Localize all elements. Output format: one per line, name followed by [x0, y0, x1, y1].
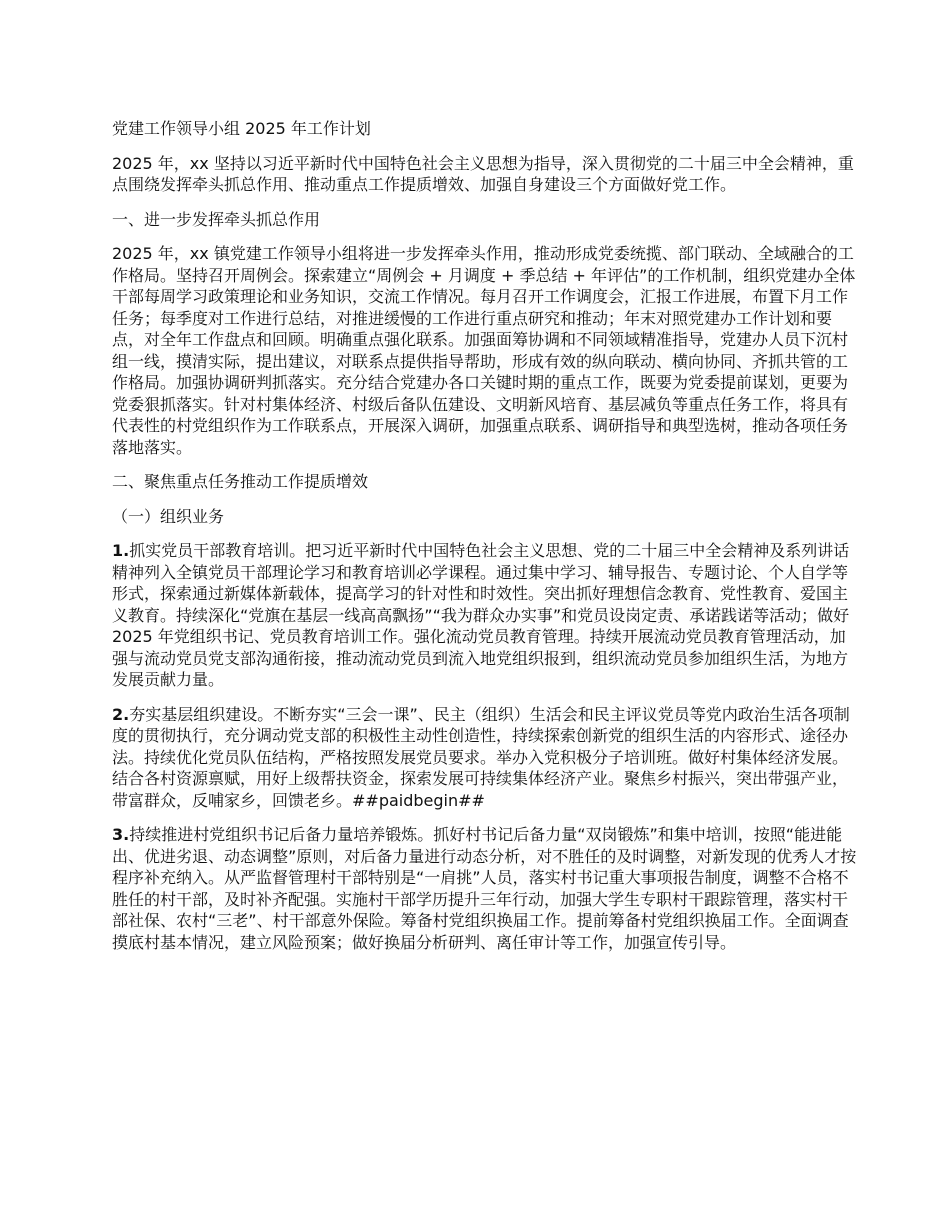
document-page: [112, 118, 857, 966]
item3-number: 3.: [112, 825, 130, 844]
item1-number: 1.: [112, 541, 130, 560]
item3-text: 持续推进村党组织书记后备力量培养锻炼。抓好村书记后备力量“双岗锻炼”和集中培训，按照“能进能出、优进劣退、动态调整”原则，对后备力量进行动态分析，对不胜任的及时调整，对新发现的优秀人才按程序补充纳入。从严监督管理村干部特别是“一肩挑”人员，落实村书记重大事项报告制度，调整不合格不胜任的村干部，及时补齐配强。实施村干部学历提升三年行动，加强大学生专职村干跟踪管理，落实村干部社保、农村“三老”、村干部意外保险。筹备村党组织换届工作。提前筹备村党组织换届工作。全面调查摸底村基本情况，建立风险预案；做好换届分析研判、离任审计等工作，加强宣传引导。: [112, 825, 857, 952]
subsection1-heading: （一）组织业务: [112, 506, 225, 526]
section1-heading: 一、进一步发挥牵头抓总作用: [112, 209, 321, 229]
intro-paragraph: 2025 年，xx 坚持以习近平新时代中国特色社会主义思想为指导，深入贯彻党的二十届三中全会精神，重点围绕发挥牵头抓总作用、推动重点工作提质增效、加强自身建设三个方面做好党工作。: [112, 153, 854, 194]
item3-paragraph: [112, 824, 857, 953]
item2-text: 夯实基层组织建设。不断夯实“三会一课”、民主（组织）生活会和民主评议党员等党内政治生活各项制度的贯彻执行，充分调动党支部的积极性主动性创造性，持续探索创新党的组织生活的内容形式、途径办法。持续优化党员队伍结构，严格按照发展党员要求。举办入党积极分子培训班。做好村集体经济发展。结合各村资源禀赋，用好上级帮扶资金，探索发展可持续集体经济产业。聚焦乡村振兴，突出带强产业，带富群众，反哺家乡，回馈老乡。##paidbegin##: [112, 704, 850, 810]
section1-paragraph: 2025 年，xx 镇党建工作领导小组将进一步发挥牵头作用，推动形成党委统揽、部门联动、全域融合的工作格局。坚持召开周例会。探索建立“周例会 + 月调度 + 季总结 + 年评估”的工作机制，组织党建办全体干部每周学习政策理论和业务知识，交流工作情况。每月召开工作调度会，汇报工作进展，布置下月工作任务；每季度对工作进行总结，对推进缓慢的工作进行重点研究和推动；年末对照党建办工作计划和要点，对全年工作盘点和回顾。明确重点强化联系。加强面筹协调和不同领域精准指导，党建办人员下沉村组一线，摸清实际，提出建议，对联系点提供指导帮助，形成有效的纵向联动、横向协同、齐抓共管的工作格局。加强协调研判抓落实。充分结合党建办各口关键时期的重点工作，既要为党委提前谋划，更要为党委狠抓落实。针对村集体经济、村级后备队伍建设、文明新风培育、基层减负等重点任务工作，将具有代表性的村党组织作为工作联系点，开展深入调研，加强重点联系、调研指导和典型选树，推动各项任务落地落实。: [112, 244, 856, 457]
section2-heading: 二、聚焦重点任务推动工作提质增效: [112, 472, 369, 491]
item2-number: 2.: [112, 704, 130, 724]
document-title: 党建工作领导小组 2025 年工作计划: [112, 119, 371, 138]
item1-text: 抓实党员干部教育培训。把习近平新时代中国特色社会主义思想、党的二十届三中全会精神及系列讲话精神列入全镇党员干部理论学习和教育培训必学课程。通过集中学习、辅导报告、专题讨论、个人自学等形式，探索通过新媒体新载体，提高学习的针对性和时效性。突出抓好理想信念教育、党性教育、爱国主义教育。持续深化“党旗在基层一线高高飘扬”“我为群众办实事”和党员设岗定责、承诺践诺等活动；做好 2025 年党组织书记、党员教育培训工作。强化流动党员教育管理。持续开展流动党员教育管理活动，加强与流动党员党支部沟通衔接，推动流动党员到流入地党组织报到，组织流动党员参加组织生活，为地方发展贡献力量。: [112, 541, 850, 689]
item1-paragraph: [112, 540, 857, 691]
item2-paragraph: [112, 704, 857, 812]
